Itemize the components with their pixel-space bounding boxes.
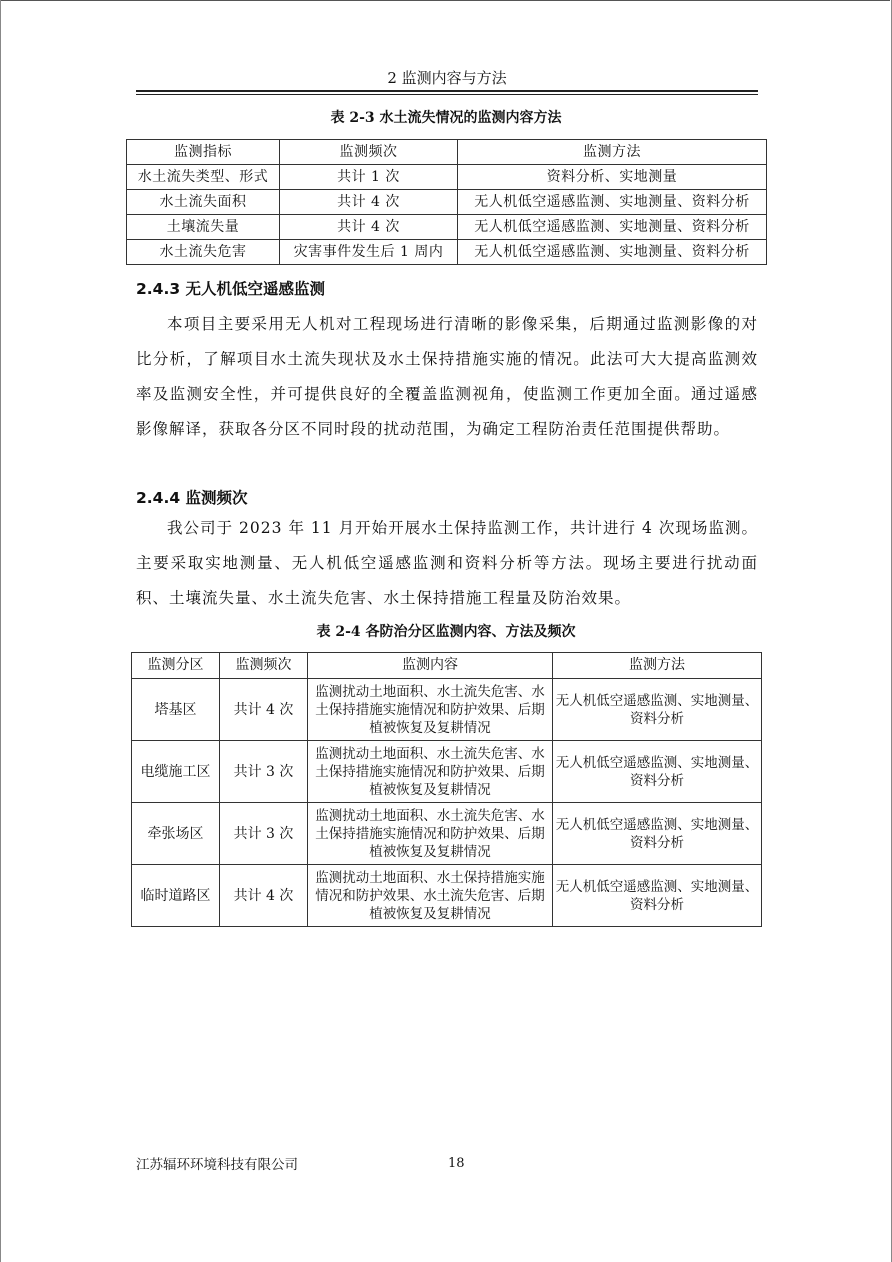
running-header: 2 监测内容与方法: [387, 69, 507, 87]
column-header: 监测指标: [127, 140, 280, 165]
page-top-border: [0, 0, 890, 1]
column-header: 监测分区: [132, 653, 220, 679]
table-cell: 临时道路区: [132, 865, 220, 927]
table-cell: 无人机低空遥感监测、实地测量、资料分析: [553, 803, 762, 865]
table-cell: 塔基区: [132, 679, 220, 741]
column-header: 监测频次: [220, 653, 308, 679]
table-cell: 无人机低空遥感监测、实地测量、资料分析: [553, 741, 762, 803]
paragraph-2-4-3: 本项目主要采用无人机对工程现场进行清晰的影像采集，后期通过监测影像的对比分析，了解项目水土流失现状及水土保持措施实施的情况。此法可大大提高监测效率及监测安全性，并可提供良好的全覆盖监测视角，使监测工作更加全面。通过遥感影像解译，获取各分区不同时段的扰动范围，为确定工程防治责任范围提供帮助。: [136, 315, 758, 438]
table-cell: 无人机低空遥感监测、实地测量、资料分析: [553, 679, 762, 741]
table-2-4-caption: 表 2-4 各防治分区监测内容、方法及频次: [316, 624, 576, 640]
table-cell: 土壤流失量: [127, 215, 280, 240]
table-row: [127, 215, 767, 240]
table-cell: 监测扰动土地面积、水土流失危害、水土保持措施实施情况和防护效果、后期植被恢复及复耕情况: [308, 803, 553, 865]
table-cell: 水土流失面积: [127, 190, 280, 215]
table-cell: 水土流失危害: [127, 240, 280, 265]
table-row: [132, 741, 762, 803]
column-header: 监测内容: [308, 653, 553, 679]
table-cell: 共计 4 次: [280, 215, 458, 240]
table-cell: 监测扰动土地面积、水土保持措施实施情况和防护效果、水土流失危害、后期植被恢复及复耕情况: [308, 865, 553, 927]
table-cell: 无人机低空遥感监测、实地测量、资料分析: [458, 215, 767, 240]
table-cell: 共计 4 次: [220, 865, 308, 927]
section-heading-2-4-3: 2.4.3 无人机低空遥感监测: [136, 280, 326, 298]
table-cell: 共计 4 次: [280, 190, 458, 215]
table-row: [127, 240, 767, 265]
table-cell: 共计 1 次: [280, 165, 458, 190]
page-left-border: [0, 0, 1, 1262]
table-row: [132, 803, 762, 865]
table-cell: 资料分析、实地测量: [458, 165, 767, 190]
table-cell: 共计 3 次: [220, 741, 308, 803]
table-cell: 无人机低空遥感监测、实地测量、资料分析: [553, 865, 762, 927]
header-rule-thin: [136, 94, 758, 95]
page-number: 18: [448, 1156, 465, 1171]
header-rule-thick: [136, 90, 758, 92]
table-cell: 无人机低空遥感监测、实地测量、资料分析: [458, 190, 767, 215]
table-2-4: [131, 652, 762, 927]
column-header: 监测频次: [280, 140, 458, 165]
table-cell: 无人机低空遥感监测、实地测量、资料分析: [458, 240, 767, 265]
column-header: 监测方法: [458, 140, 767, 165]
table-cell: 水土流失类型、形式: [127, 165, 280, 190]
table-row: [127, 165, 767, 190]
column-header: 监测方法: [553, 653, 762, 679]
table-cell: 电缆施工区: [132, 741, 220, 803]
footer-company-name: 江苏辐环环境科技有限公司: [136, 1157, 298, 1173]
table-cell: 灾害事件发生后 1 周内: [280, 240, 458, 265]
table-cell: 共计 3 次: [220, 803, 308, 865]
table-cell: 牵张场区: [132, 803, 220, 865]
table-cell: 共计 4 次: [220, 679, 308, 741]
table-header-row: [127, 140, 767, 165]
table-row: [132, 679, 762, 741]
table-header-row: [132, 653, 762, 679]
table-cell: 监测扰动土地面积、水土流失危害、水土保持措施实施情况和防护效果、后期植被恢复及复耕情况: [308, 741, 553, 803]
table-row: [132, 865, 762, 927]
paragraph-2-4-4: 我公司于 2023 年 11 月开始开展水土保持监测工作，共计进行 4 次现场监测。主要采取实地测量、无人机低空遥感监测和资料分析等方法。现场主要进行扰动面积、土壤流失量、水土流失危害、水土保持措施工程量及防治效果。: [136, 519, 758, 607]
table-row: [127, 190, 767, 215]
table-2-3: [126, 139, 767, 265]
section-heading-2-4-4: 2.4.4 监测频次: [136, 489, 248, 507]
table-2-3-caption: 表 2-3 水土流失情况的监测内容方法: [330, 110, 562, 126]
table-cell: 监测扰动土地面积、水土流失危害、水土保持措施实施情况和防护效果、后期植被恢复及复耕情况: [308, 679, 553, 741]
